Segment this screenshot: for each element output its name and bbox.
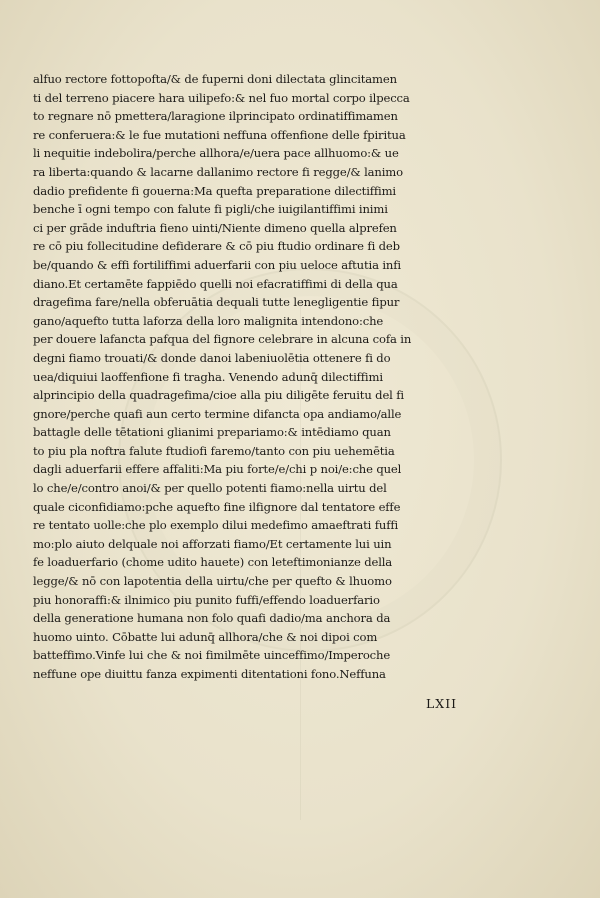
text-line: alprincipio della quadragefima/cioe alla piu diligēte feruitu del fi <box>33 388 404 403</box>
text-line: uea/diquiui laoffenfione fi tragha. Venendo adunq̄ dilectiffimi <box>33 369 383 384</box>
text-line: dragefima fare/nella obferuātia dequali tutte lenegligentie fipur <box>33 295 400 310</box>
text-line: battagle delle tētationi glianimi prepariamo:& intēdiamo quan <box>33 425 391 440</box>
text-line: re tentato uolle:che plo exemplo dilui medefimo amaeftrati fuffi <box>33 518 399 533</box>
text-line: per douere lafancta pafqua del fignore celebrare in alcuna cofa in <box>33 332 412 347</box>
text-line: li nequitie indebolira/perche allhora/e/uera pace allhuomo:& ue <box>33 146 399 161</box>
text-line: alfuo rectore fottopofta/& de fuperni doni dilectata glincitamen <box>33 72 397 86</box>
text-line: della generatione humana non folo quafi dadio/ma anchora da <box>33 611 391 626</box>
text-line: mo:plo aiuto delquale noi afforzati fiamo/Et certamente lui uin <box>33 536 392 551</box>
text-line: quale ciconfidiamo:pche aquefto fine ilfignore dal tentatore effe <box>33 499 401 514</box>
text-line: gano/aquefto tutta laforza della loro malignita intendono:che <box>33 313 384 328</box>
text-line: re cō piu follecitudine defiderare & cō piu ftudio ordinare fi deb <box>33 239 400 254</box>
text-line: to piu pla noftra falute ftudiofi faremo/tanto con piu uehemētia <box>33 443 395 458</box>
text-line: re conferuera:& le fue mutationi neffuna offenfione delle fpiritua <box>33 127 406 142</box>
folio-number: LXII <box>426 696 458 711</box>
text-line: neffune ope diuittu fanza expimenti ditentationi fono.Neffuna <box>33 667 386 681</box>
text-line: fe loaduerfario (chome udito hauete) con leteftimonianze della <box>33 555 393 570</box>
text-line: batteffimo.Vinfe lui che & noi fimilmēte uinceffimo/Imperoche <box>33 648 391 663</box>
text-line: huomo uinto. Cōbatte lui adunq̄ allhora/che & noi dipoi com <box>33 629 378 644</box>
text-line: ra liberta:quando & lacarne dallanimo rectore fi regge/& lanimo <box>33 164 403 179</box>
text-line: to regnare nō pmettera/laragione ilprincipato ordinatiffimamen <box>33 109 398 124</box>
text-line: dagli aduerfarii effere affaliti:Ma piu forte/e/chi p noi/e:che quel <box>33 462 402 477</box>
text-line: legge/& nō con lapotentia della uirtu/che per quefto & lhuomo <box>33 574 392 589</box>
text-line: lo che/e/contro anoi/& per quello potenti fiamo:nella uirtu del <box>33 481 387 496</box>
text-line: be/quando & effi fortiliffimi aduerfarii con piu ueloce aftutia infi <box>33 257 401 272</box>
text-line: gnore/perche quafi aun certo termine difancta opa andiamo/alle <box>33 406 402 421</box>
text-line: degni fiamo trouati/& donde danoi labeniuolētia ottenere fi do <box>33 350 391 365</box>
text-line: piu honoraffi:& ilnimico piu punito fuffi/effendo loaduerfario <box>33 592 380 607</box>
text-line: ti del terreno piacere hara uilipefo:& nel fuo mortal corpo ilpecca <box>33 90 410 105</box>
text-line: benche ī ogni tempo con falute fi pigli/che iuigilantiffimi inimi <box>33 202 388 217</box>
text-line: dadio prefidente fi gouerna:Ma quefta preparatione dilectiffimi <box>33 183 396 198</box>
body-text <box>33 70 463 684</box>
text-line: ci per grāde induftria fieno uinti/Niente dimeno quella alprefen <box>33 220 397 235</box>
text-line: diano.Et certamēte fappiēdo quelli noi efacratiffimi di della qua <box>33 276 398 291</box>
